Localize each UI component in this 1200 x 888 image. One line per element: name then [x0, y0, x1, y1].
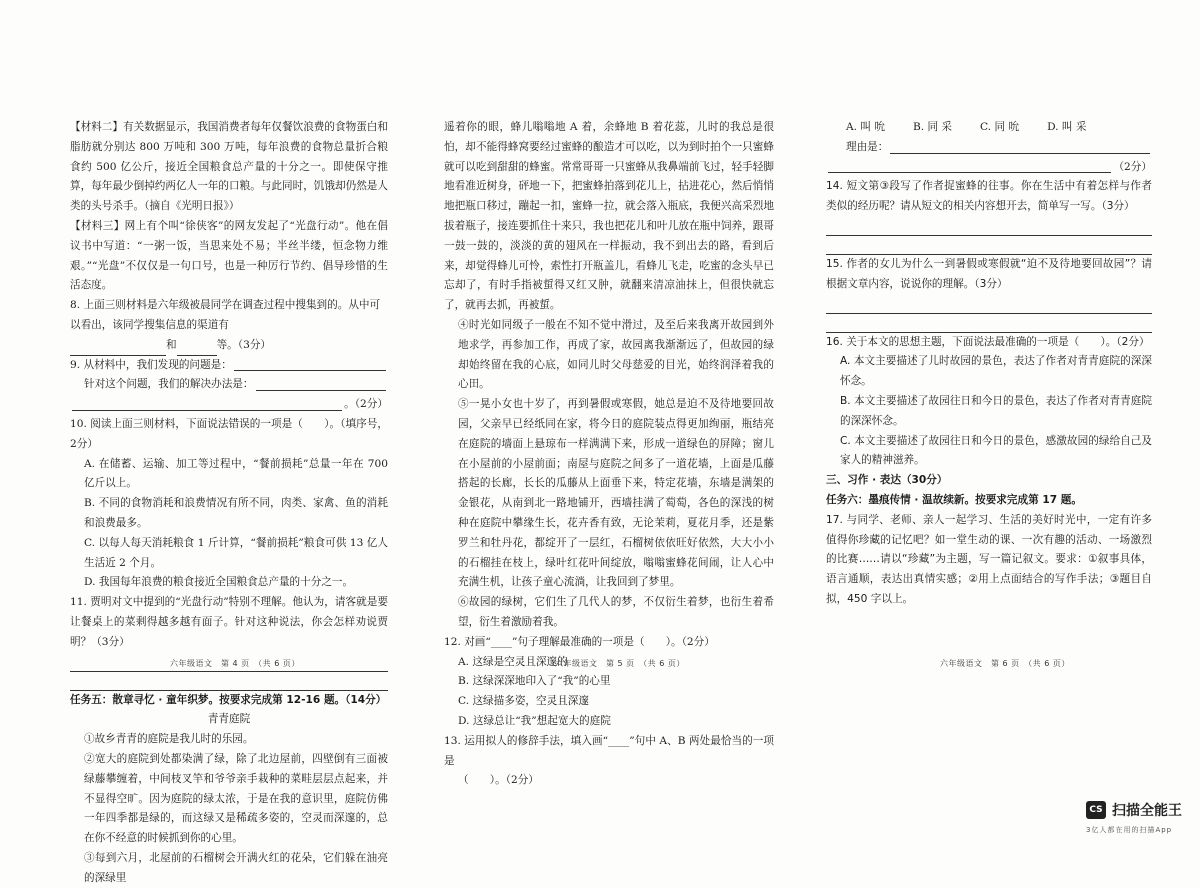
paragraph-6: ⑥故园的绿树，它们生了几代人的梦，不仅衍生着梦，也衍生着希望，衍生着激励着我。: [458, 596, 774, 628]
question-13-options: [826, 118, 1152, 138]
option-c: C. 同 吮: [980, 121, 1020, 133]
scanner-watermark: [1086, 800, 1182, 820]
answer-blank[interactable]: [70, 344, 126, 356]
option-b: B. 不同的食物消耗和浪费情况有所不同，肉类、家禽、鱼的消耗和浪费最多。: [84, 497, 388, 529]
question-13-answer: （ ）。（2分）: [458, 774, 539, 787]
page-4-column: 【材料二】有关数据显示，我国消费者每年仅餐饮浪费的食物蛋白和脂肪就分别达 800 万吨和 300 万吨，每年浪费的食物总量折合粮食约 500 亿公斤，接近全国粮食总产量的十分之一。即使保守推算，每年最少倒掉约两亿人一年的口粮。与此同时，饥饿却仍然是人类的头号杀手。（摘自《光明日报》） 【材料三】网上有个叫“徐侠客”的网友发起了“光盘行动”。他在倡议书中写道：“一粥一饭，当思来处不易；半丝半缕，恒念物力维艰。”“光盘”不仅仅是一句口号，也是一种厉行节约、倡导珍惜的生活态度。 8. 上面三则材料是六年级被晨同学在调查过程中搜集到的。从中可以看出，该同学搜集信息的渠道有 和 等。（3分） 9. 从材料中，我们发现的问题是： 针对这个问题，我们的解决办法是： 。（2分） 10. 阅读上面三则材料，下面说法错误的一项是（ ）。（填序号，2分） A. 在储蓄、运输、加工等过程中，“餐前损耗”总量一年在 700 亿斤以上。 B. 不同的食物消耗和浪费情况有所不同，肉类、家禽、鱼的消耗和浪费最多。 C. 以每人每天消耗粮食 1 斤计算，“餐前损耗”粮食可供 13 亿人生活近 2 个月。 D. 我国每年浪费的粮食接近全国粮食总产量的十分之一。 11. 贾明对文中提到的“光盘行动”特别不理解。他认为，请客就是要让餐桌上的菜剩得越多越有面子。针对这种说法，你会怎样劝说贾明？（3分） 任务五：散章寻忆 · 童年织梦。按要求完成第 12-16 题。（14分） 青青庭院 ①故乡青青的庭院是我儿时的乐园。 ②宽大的庭院到处都染满了绿，除了北边屋前，四壁倒有三面被绿藤攀缠着，中间枝叉竿和爷爷亲手栽种的菜畦层层点起来，并不显得空旷。因为庭院的绿太浓，于是在我的意识里，庭院仿佛一年四季都是绿的，而这绿又是稀疏多姿的，空灵而深邃的，总在你不经意的时候抓到你的心里。 ③每到六月，北屋前的石榴树会开满火红的花朵，它们躲在油亮的深绿里: [70, 118, 388, 888]
paragraph-5: ⑤一晃小女也十岁了，再到暑假或寒假，她总是迫不及待地要回故园，父亲早已经纸同在家，将今日的庭院装点得更加绚丽，瓶结亮在庭院的墙面上悬琼布一样满满下来，形成一道绿色的屏障；窗儿在小屋前的小屋前面；南屋与庭院之间多了一道花墙，上面是瓜藤搭起的长廊，长长的瓜藤从上面垂下来，特定花墙，东墙是满架的金银花，从南到北一路地铺开，西墙挂满了萄萄，各色的深浅的树种在庭院中攀缘生长，花卉香有致，无论茉莉，夏花月季，还是紫罗兰和牡丹花，都绽开了一层红，石榴树依依旺好依然，大大小小的石榴挂在枝上，绿叶红花叶间绽放，嗡嗡蜜蜂花间闹，让人心中充满生机，让孩子童心流淌，让我回到了梦里。: [458, 398, 774, 589]
question-8: 8. 上面三则材料是六年级被晨同学在调查过程中搜集到的。从中可以看出，该同学搜集信息的渠道有 和 等。（3分）: [70, 296, 388, 355]
task-6-heading: 任务六：墨痕传情 · 温故续新。按要求完成第 17 题。: [826, 493, 1082, 506]
option-d: D. 这绿总让“我”想起宽大的庭院: [458, 714, 611, 727]
option-a: A. 叫 吮: [846, 121, 885, 133]
material-2: 【材料二】有关数据显示，我国消费者每年仅餐饮浪费的食物蛋白和脂肪就分别达 800 万吨和 300 万吨，每年浪费的食物总量折合粮食约 500 亿公斤，接近全国粮食总产量的十分之一。即使保守推算，每年最少倒掉约两亿人一年的口粮。与此同时，饥饿却仍然是人类的头号杀手。（摘自《光明日报》）: [70, 121, 388, 213]
page-footer: 六年级语文 第 5 页 （共 6 页）: [555, 659, 685, 668]
option-c: C. 本文主要描述了故园往日和今日的景色，感激故园的绿给自己及家人的精神滋养。: [840, 434, 1152, 467]
answer-line[interactable]: [828, 160, 1111, 173]
passage-title: 青青庭院: [207, 713, 251, 726]
watermark-name: 扫描全能王: [1112, 803, 1182, 819]
answer-blank[interactable]: [177, 344, 217, 356]
option-a: A. 本文主要描述了儿时故园的景色，表达了作者对青青庭院的深深怀念。: [840, 355, 1152, 388]
page-6-column: A. 叫 吮 B. 同 采 C. 同 吮 D. 叫 采 理由是： （2分） 14. 短文第③段写了作者捉蜜蜂的往事。你在生活中有着怎样与作者类似的经历呢？请从短文的相关内容想开去，简单写一写。（3分） 15. 作者的女儿为什么一到暑假或寒假就“迫不及待地要回故园”？请根据文章内容，说说你的理解。（3分） 16. 关于本文的思想主题，下面说法最准确的一项是（ ）。（2分） A. 本文主要描述了儿时故园的景色，表达了作者对青青庭院的深深怀念。 B. 本文主要描述了故园往日和今日的景色，表达了作者对青青庭院的深深怀念。 C. 本文主要描述了故园往日和今日的景色，感激故园的绿给自己及家人的精神滋养。 三、习作 · 表达（30分） 任务六：墨痕传情 · 温故续新。按要求完成第 17 题。 17. 与同学、老师、亲人一起学习、生活的美好时光中，一定有许多值得你珍藏的记忆吧？如一堂生动的课、一次有趣的活动、一场激烈的比赛……请以“珍藏”为主题，写一篇记叙文。要求：①叙事具体，语言通顺，表达出真情实感；②用上点面结合的写作手法；③题目自拟，450 字以上。: [826, 118, 1152, 610]
paragraph-3: ③每到六月，北屋前的石榴树会开满火红的花朵，它们躲在油亮的深绿里: [84, 851, 388, 884]
question-15: 15. 作者的女儿为什么一到暑假或寒假就“迫不及待地要回故园”？请根据文章内容，说说你的理解。（3分）: [826, 257, 1152, 290]
answer-line[interactable]: [256, 378, 387, 391]
question-9: 9. 从材料中，我们发现的问题是：: [70, 356, 388, 376]
answer-line[interactable]: [890, 141, 1150, 154]
paragraph-4: ④时光如同级子一般在不知不觉中滑过，及至后来我离开故园到外地求学，再参加工作，再成了家，故园离我渐渐远了，但故园的绿却始终留在我的心底，如同儿时父母慈爱的目光，始终润泽着我的心田。: [458, 318, 774, 391]
answer-line[interactable]: [826, 236, 1152, 255]
answer-line[interactable]: [72, 398, 342, 411]
paragraph-3-cont: 遥着你的眼，蜂儿嗡嗡地 A 着，余蜂地 B 着花蕊，儿时的我总是很怕，却不能得蜂窝要经过蜜蜂的酿造才可以吃，以为到时拍个一只蜜蜂就可以吃到甜甜的蜂蜜。常常哥哥一只蜜蜂从我鼻端前飞过，轻手轻脚地看准近树身，砰地一下，把蜜蜂拍落到花儿上，拈进花心，然后悄悄地把瓶口移过，蹦起一扣，蜜蜂一拉，就会落入瓶底，我便兴高采烈地拔着瓶子，接连要抓住十来只，我也把花儿和叶儿放在瓶中饲养，跟哥一鼓一鼓的，淡淡的黄的翅风在一样振动，我不到出去的路，看到后来，却觉得蜂儿可怜，索性打开瓶盖儿，看蜂儿飞走，吃蜜的念头早已忘却了，有时手指被蜇得又红又肿，就翻来清凉油抹上，但很快就忘了，就再去抓，再被蜇。: [444, 121, 774, 312]
option-b: B. 同 采: [912, 121, 953, 133]
question-10: 10. 阅读上面三则材料，下面说法错误的一项是（ ）。（填序号，2分）: [70, 417, 388, 450]
question-12: 12. 对画“____”句子理解最准确的一项是（ ）。（2分）: [444, 635, 715, 648]
option-a: A. 这绿是空灵且深邃的: [458, 655, 568, 668]
page-footer: 六年级语文 第 6 页 （共 6 页）: [940, 659, 1070, 668]
option-d: D. 叫 采: [1047, 121, 1087, 133]
option-d: D. 我国每年浪费的粮食接近全国粮食总产量的十分之一。: [84, 576, 354, 589]
page-footer: 六年级语文 第 4 页 （共 6 页）: [170, 659, 300, 668]
question-16: 16. 关于本文的思想主题，下面说法最准确的一项是（ ）。（2分）: [826, 335, 1150, 348]
question-14: 14. 短文第③段写了作者捉蜜蜂的往事。你在生活中有着怎样与作者类似的经历呢？请从短文的相关内容想开去，简单写一写。（3分）: [826, 180, 1152, 213]
option-c: C. 这绿描多姿，空灵且深邃: [458, 695, 589, 708]
question-17: 17. 与同学、老师、亲人一起学习、生活的美好时光中，一定有许多值得你珍藏的记忆吧？如一堂生动的课、一次有趣的活动、一场激烈的比赛……请以“珍藏”为主题，写一篇记叙文。要求：①叙事具体，语言通顺，表达出真情实感；②用上点面结合的写作手法；③题目自拟，450 字以上。: [826, 513, 1152, 605]
paragraph-2: ②宽大的庭院到处都染满了绿，除了北边屋前，四壁倒有三面被绿藤攀缠着，中间枝叉竿和爷爷亲手栽种的菜畦层层点起来，并不显得空旷。因为庭院的绿太浓，于是在我的意识里，庭院仿佛一年四季都是绿的，而这绿又是稀疏多姿的，空灵而深邃的，总在你不经意的时候抓到你的心里。: [84, 752, 388, 845]
watermark-tagline: 3亿人都在用的扫描App: [1086, 826, 1173, 834]
answer-line[interactable]: [70, 672, 388, 691]
option-b: B. 这绿深深地印入了“我”的心里: [458, 675, 611, 688]
option-c: C. 以每人每天消耗粮食 1 斤计算，“餐前损耗”粮食可供 13 亿人生活近 2 个月。: [84, 536, 388, 569]
answer-blank[interactable]: [126, 344, 166, 356]
material-3: 【材料三】网上有个叫“徐侠客”的网友发起了“光盘行动”。他在倡议书中写道：“一粥一饭，当思来处不易；半丝半缕，恒念物力维艰。”“光盘”不仅仅是一句口号，也是一种厉行节约、倡导珍惜的生活态度。: [70, 219, 388, 292]
task-5-heading: 任务五：散章寻忆 · 童年织梦。按要求完成第 12-16 题。（14分）: [70, 693, 387, 706]
option-b: B. 本文主要描述了故园往日和今日的景色，表达了作者对青青庭院的深深怀念。: [840, 394, 1152, 427]
page-5-column: [444, 118, 774, 791]
cs-logo-icon: CS: [1086, 801, 1106, 819]
question-11: 11. 贾明对文中提到的“光盘行动”特别不理解。他认为，请客就是要让餐桌上的菜剩得越多越有面子。针对这种说法，你会怎样劝说贾明？（3分）: [70, 596, 388, 648]
reason-label: 理由是：: [846, 140, 889, 153]
paragraph-1: ①故乡青青的庭院是我儿时的乐园。: [84, 733, 254, 746]
option-a: A. 在储蓄、运输、加工等过程中，“餐前损耗”总量一年在 700 亿斤以上。: [84, 457, 388, 490]
section-3-heading: 三、习作 · 表达（30分）: [826, 474, 948, 487]
answer-line[interactable]: [234, 358, 386, 371]
answer-line[interactable]: [826, 295, 1152, 314]
question-13: 13. 运用拟人的修辞手法，填入画“____”句中 A、B 两处最恰当的一项是: [444, 734, 774, 767]
answer-line[interactable]: [826, 217, 1152, 236]
answer-line[interactable]: [826, 314, 1152, 333]
